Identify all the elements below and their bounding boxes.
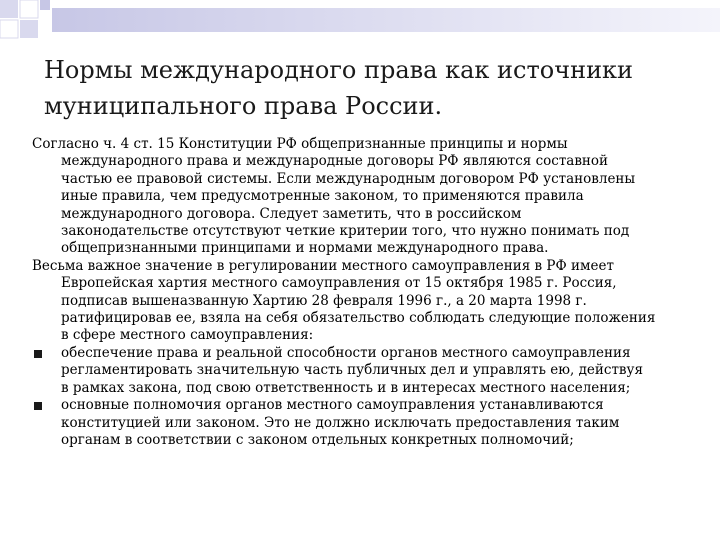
text-line: основные полномочия органов местного самоуправления устанавливаются bbox=[61, 397, 604, 414]
bullet-item bbox=[32, 397, 692, 449]
text-line: конституцией или законом. Это не должно исключать предоставления таким bbox=[61, 414, 620, 431]
text-line: законодательстве отсутствуют четкие критерии того, что нужно понимать под bbox=[61, 223, 630, 240]
text-line: общепризнанными принципами и нормами международного права. bbox=[61, 240, 549, 257]
text-line: в сфере местного самоуправления: bbox=[61, 327, 314, 344]
bullet-item bbox=[32, 345, 692, 397]
text-line: иные правила, чем предусмотренные законом, то применяются правила bbox=[61, 188, 584, 205]
text-line: подписав вышеназванную Хартию 28 февраля 1996 г., а 20 марта 1998 г. bbox=[61, 292, 587, 309]
text-line: обеспечение права и реальной способности органов местного самоуправления bbox=[61, 344, 631, 361]
decor-square bbox=[20, 20, 38, 38]
header-decoration bbox=[0, 0, 720, 40]
slide-title-line: муниципального права России. bbox=[44, 92, 443, 120]
text-line: регламентировать значительную часть публичных дел и управлять ею, действуя bbox=[61, 362, 643, 379]
text-line: международного права и международные договоры РФ являются составной bbox=[61, 153, 609, 170]
text-line: Согласно ч. 4 ст. 15 Конституции РФ общепризнанные принципы и нормы bbox=[32, 136, 568, 152]
text-line: Весьма важное значение в регулировании местного самоуправления в РФ имеет bbox=[32, 257, 614, 274]
text-line: в рамках закона, под свою ответственность и в интересах местного населения; bbox=[61, 379, 631, 396]
square-bullet-icon bbox=[34, 350, 42, 358]
slide-body bbox=[32, 136, 692, 449]
decor-square bbox=[0, 0, 18, 18]
text-line: частью ее правовой системы. Если международным договором РФ установлены bbox=[61, 170, 636, 187]
paragraph-european-charter bbox=[32, 258, 692, 345]
text-line: международного договора. Следует заметить, что в российском bbox=[61, 205, 522, 222]
decor-square bbox=[0, 20, 18, 38]
slide-title bbox=[44, 52, 704, 124]
slide-title-line: Нормы международного права как источники bbox=[44, 56, 634, 84]
text-line: органам в соответствии с законом отдельных конкретных полномочий; bbox=[61, 431, 574, 448]
header-gradient-strip bbox=[52, 8, 720, 32]
decoration-squares bbox=[0, 0, 720, 40]
text-line: ратифицировав ее, взяла на себя обязательство соблюдать следующие положения bbox=[61, 310, 656, 327]
decor-square bbox=[20, 0, 38, 18]
decor-square bbox=[40, 0, 50, 10]
square-bullet-icon bbox=[34, 402, 42, 410]
text-line: Европейская хартия местного самоуправления от 15 октября 1985 г. Россия, bbox=[61, 275, 617, 292]
paragraph-constitution bbox=[32, 136, 692, 258]
